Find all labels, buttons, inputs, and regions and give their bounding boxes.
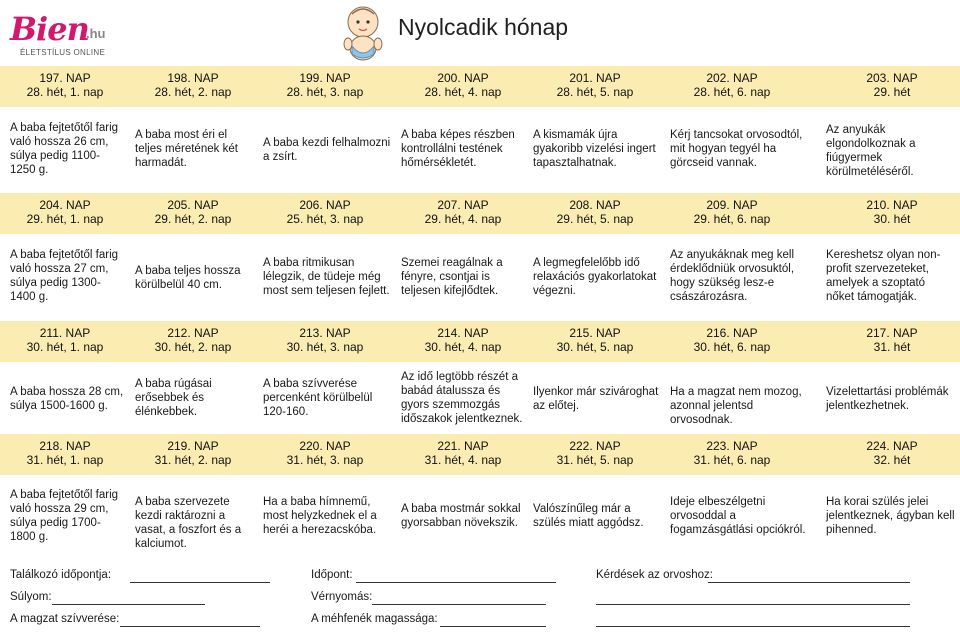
questions-field-line-2[interactable]: [596, 604, 910, 605]
day-week: 30. hét, 6. nap: [693, 340, 771, 354]
week-block: [0, 321, 960, 426]
day-note: Kereshetsz olyan non-profit szervezeteket, amelyek a szoptató nőket támogatják.: [826, 249, 941, 303]
day-week: 25. hét, 3. nap: [286, 212, 364, 226]
day-note: Az anyukák elgondolkoznak a fiúgyermek körülmetéléséről.: [826, 124, 916, 178]
day-number: 208. NAP: [569, 198, 621, 212]
day-note: A baba fejtetőtől farig való hossza 29 cm, súlya pedig 1700-1800 g.: [10, 489, 119, 543]
day-header: [0, 198, 130, 226]
day-number: 209. NAP: [706, 198, 758, 212]
day-number: 219. NAP: [167, 439, 219, 453]
day-note: A baba mostmár sokkal gyorsabban növekszik.: [401, 503, 521, 529]
uterus-height-label: A méhfenék magassága:: [311, 613, 438, 625]
day-note: Ideje elbeszélgetni orvosoddal a fogamzásgátlási opciókról.: [670, 496, 806, 536]
day-week: 28. hét, 5. nap: [556, 85, 634, 99]
day-week: 30. hét, 4. nap: [424, 340, 502, 354]
day-note: A baba hossza 28 cm, súlya 1500-1600 g.: [10, 386, 124, 412]
brand-name: Bien: [10, 10, 89, 48]
questions-field-line-3[interactable]: [596, 626, 910, 627]
day-note: Vizelettartási problémák jelentkezhetnek.: [826, 386, 949, 412]
day-number: 210. NAP: [866, 198, 918, 212]
day-number: 216. NAP: [706, 326, 758, 340]
day-note: A baba ritmikusan lélegzik, de tüdeje még most sem teljesen fejlett.: [263, 257, 390, 297]
day-note: A baba fejtetőtől farig való hossza 27 cm, súlya pedig 1300-1400 g.: [10, 249, 119, 303]
day-number: 218. NAP: [39, 439, 91, 453]
week-block: [0, 434, 960, 550]
day-note: A legmegfelelőbb idő relaxációs gyakorlatokat végezni.: [533, 257, 657, 297]
day-header-band: [0, 321, 960, 362]
day-header: [530, 439, 660, 467]
time-label: Időpont:: [311, 569, 353, 581]
day-header: [0, 326, 130, 354]
day-number: 205. NAP: [167, 198, 219, 212]
day-week: 31. hét: [873, 340, 911, 354]
weight-field[interactable]: [52, 604, 205, 605]
blood-pressure-label: Vérnyomás:: [311, 591, 373, 603]
day-header-band: [0, 434, 960, 475]
day-note: A baba teljes hossza körülbelül 40 cm.: [135, 265, 241, 291]
day-week: 31. hét, 4. nap: [424, 453, 502, 467]
day-week: 31. hét, 5. nap: [556, 453, 634, 467]
appointment-field[interactable]: [130, 582, 270, 583]
day-header: [398, 326, 528, 354]
day-week: 29. hét, 1. nap: [26, 212, 104, 226]
week-block: [0, 193, 960, 303]
day-week: 30. hét, 5. nap: [556, 340, 634, 354]
day-number: 207. NAP: [437, 198, 489, 212]
heartbeat-label: A magzat szívverése:: [10, 613, 120, 625]
day-number: 211. NAP: [39, 326, 91, 340]
day-header: [260, 198, 390, 226]
header: [0, 0, 960, 66]
day-week: 31. hét, 3. nap: [286, 453, 364, 467]
day-header: [0, 439, 130, 467]
day-header: [398, 71, 528, 99]
uterus-height-field[interactable]: [440, 626, 546, 627]
brand-tagline: ÉLETSTÍLUS ONLINE: [20, 48, 106, 57]
day-header: [667, 198, 797, 226]
day-number: 212. NAP: [167, 326, 219, 340]
day-header: [824, 71, 960, 99]
day-header: [824, 198, 960, 226]
day-week: 30. hét, 2. nap: [154, 340, 232, 354]
questions-label: Kérdések az orvoshoz:: [596, 569, 713, 581]
day-header: [530, 326, 660, 354]
day-number: 222. NAP: [569, 439, 621, 453]
day-week: 28. hét, 4. nap: [424, 85, 502, 99]
day-number: 213. NAP: [299, 326, 351, 340]
day-number: 201. NAP: [569, 71, 621, 85]
day-header: [667, 71, 797, 99]
heartbeat-field[interactable]: [120, 626, 260, 627]
time-field[interactable]: [356, 582, 556, 583]
day-number: 215. NAP: [569, 326, 621, 340]
brand-tld: .hu: [86, 26, 106, 41]
day-number: 204. NAP: [39, 198, 91, 212]
day-number: 217. NAP: [866, 326, 918, 340]
day-week: 29. hét: [873, 85, 911, 99]
blood-pressure-field[interactable]: [372, 604, 546, 605]
day-week: 30. hét, 1. nap: [26, 340, 104, 354]
day-note: Ilyenkor már szivároghat az előtej.: [533, 386, 659, 412]
day-note: A baba rúgásai erősebbek és élénkebbek.: [135, 378, 212, 418]
day-header-band: [0, 193, 960, 234]
day-week: 28. hét, 1. nap: [26, 85, 104, 99]
brand-logo[interactable]: [8, 12, 120, 64]
day-note: Valószínűleg már a szülés miatt aggódsz.: [533, 503, 644, 529]
day-week: 31. hét, 1. nap: [26, 453, 104, 467]
day-week: 31. hét, 2. nap: [154, 453, 232, 467]
day-number: 223. NAP: [706, 439, 758, 453]
day-week: 29. hét, 2. nap: [154, 212, 232, 226]
day-header: [0, 71, 130, 99]
day-week: 30. hét: [873, 212, 911, 226]
day-note: A baba képes részben kontrollálni testének hőmérsékletét.: [401, 129, 515, 169]
day-note: A baba kezdi felhalmozni a zsírt.: [263, 137, 391, 163]
day-note: Ha korai szülés jelei jelentkeznek, ágyban kell pihenned.: [826, 496, 955, 536]
day-header-band: [0, 66, 960, 107]
day-note: Az idő legtöbb részét a babád átalussza és gyors szemmozgás időszakok jelentkeznek.: [401, 371, 523, 425]
week-block: [0, 66, 960, 178]
day-number: 200. NAP: [437, 71, 489, 85]
page-title: Nyolcadik hónap: [398, 14, 569, 40]
day-note: Az anyukáknak meg kell érdeklődniük orvosuktól, hogy szükség lesz-e császározásra.: [670, 249, 795, 303]
day-number: 203. NAP: [866, 71, 918, 85]
visit-form: [0, 560, 960, 636]
day-week: 28. hét, 6. nap: [693, 85, 771, 99]
day-week: 29. hét, 5. nap: [556, 212, 634, 226]
day-note: Ha a magzat nem mozog, azonnal jelentsd orvosodnak.: [670, 386, 802, 426]
day-note: A baba most éri el teljes méretének két harmadát.: [135, 129, 238, 169]
day-week: 28. hét, 3. nap: [286, 85, 364, 99]
day-header: [398, 198, 528, 226]
day-note: Szemei reagálnak a fényre, csontjai is teljesen kifejlődtek.: [401, 257, 503, 297]
day-header: [260, 326, 390, 354]
day-week: 32. hét: [873, 453, 911, 467]
day-week: 28. hét, 2. nap: [154, 85, 232, 99]
day-number: 202. NAP: [706, 71, 758, 85]
questions-field[interactable]: [708, 582, 910, 583]
day-number: 197. NAP: [39, 71, 91, 85]
day-week: 30. hét, 3. nap: [286, 340, 364, 354]
day-note: A baba szívverése percenként körülbelül 120-160.: [263, 378, 373, 418]
day-header: [530, 198, 660, 226]
day-header: [398, 439, 528, 467]
day-week: 31. hét, 6. nap: [693, 453, 771, 467]
day-note: A baba szervezete kezdi raktározni a vasat, a foszfort és a kalciumot.: [135, 496, 242, 550]
day-header: [260, 71, 390, 99]
day-header: [128, 198, 258, 226]
day-header: [824, 326, 960, 354]
day-number: 214. NAP: [437, 326, 489, 340]
day-note: Ha a baba hímnemű, most helyzkednek el a heréi a herezacskóba.: [263, 496, 377, 536]
day-note: A baba fejtetőtől farig való hossza 26 cm, súlya pedig 1100-1250 g.: [10, 122, 119, 176]
day-number: 198. NAP: [167, 71, 219, 85]
day-number: 221. NAP: [437, 439, 489, 453]
day-week: 29. hét, 6. nap: [693, 212, 771, 226]
day-header: [128, 326, 258, 354]
day-number: 199. NAP: [299, 71, 351, 85]
day-header: [128, 439, 258, 467]
day-number: 224. NAP: [866, 439, 918, 453]
day-header: [260, 439, 390, 467]
day-header: [128, 71, 258, 99]
day-note: Kérj tancsokat orvosodtól, mit hogyan tegyél ha görcseid vannak.: [670, 129, 803, 169]
day-header: [824, 439, 960, 467]
day-number: 220. NAP: [299, 439, 351, 453]
baby-illustration-icon: [340, 4, 386, 62]
day-header: [667, 439, 797, 467]
day-number: 206. NAP: [299, 198, 351, 212]
day-header: [667, 326, 797, 354]
appointment-label: Találkozó időpontja:: [10, 569, 112, 581]
day-week: 29. hét, 4. nap: [424, 212, 502, 226]
day-header: [530, 71, 660, 99]
weight-label: Súlyom:: [10, 591, 52, 603]
day-note: A kismamák újra gyakoribb vizelési ingert tapasztalhatnak.: [533, 129, 656, 169]
